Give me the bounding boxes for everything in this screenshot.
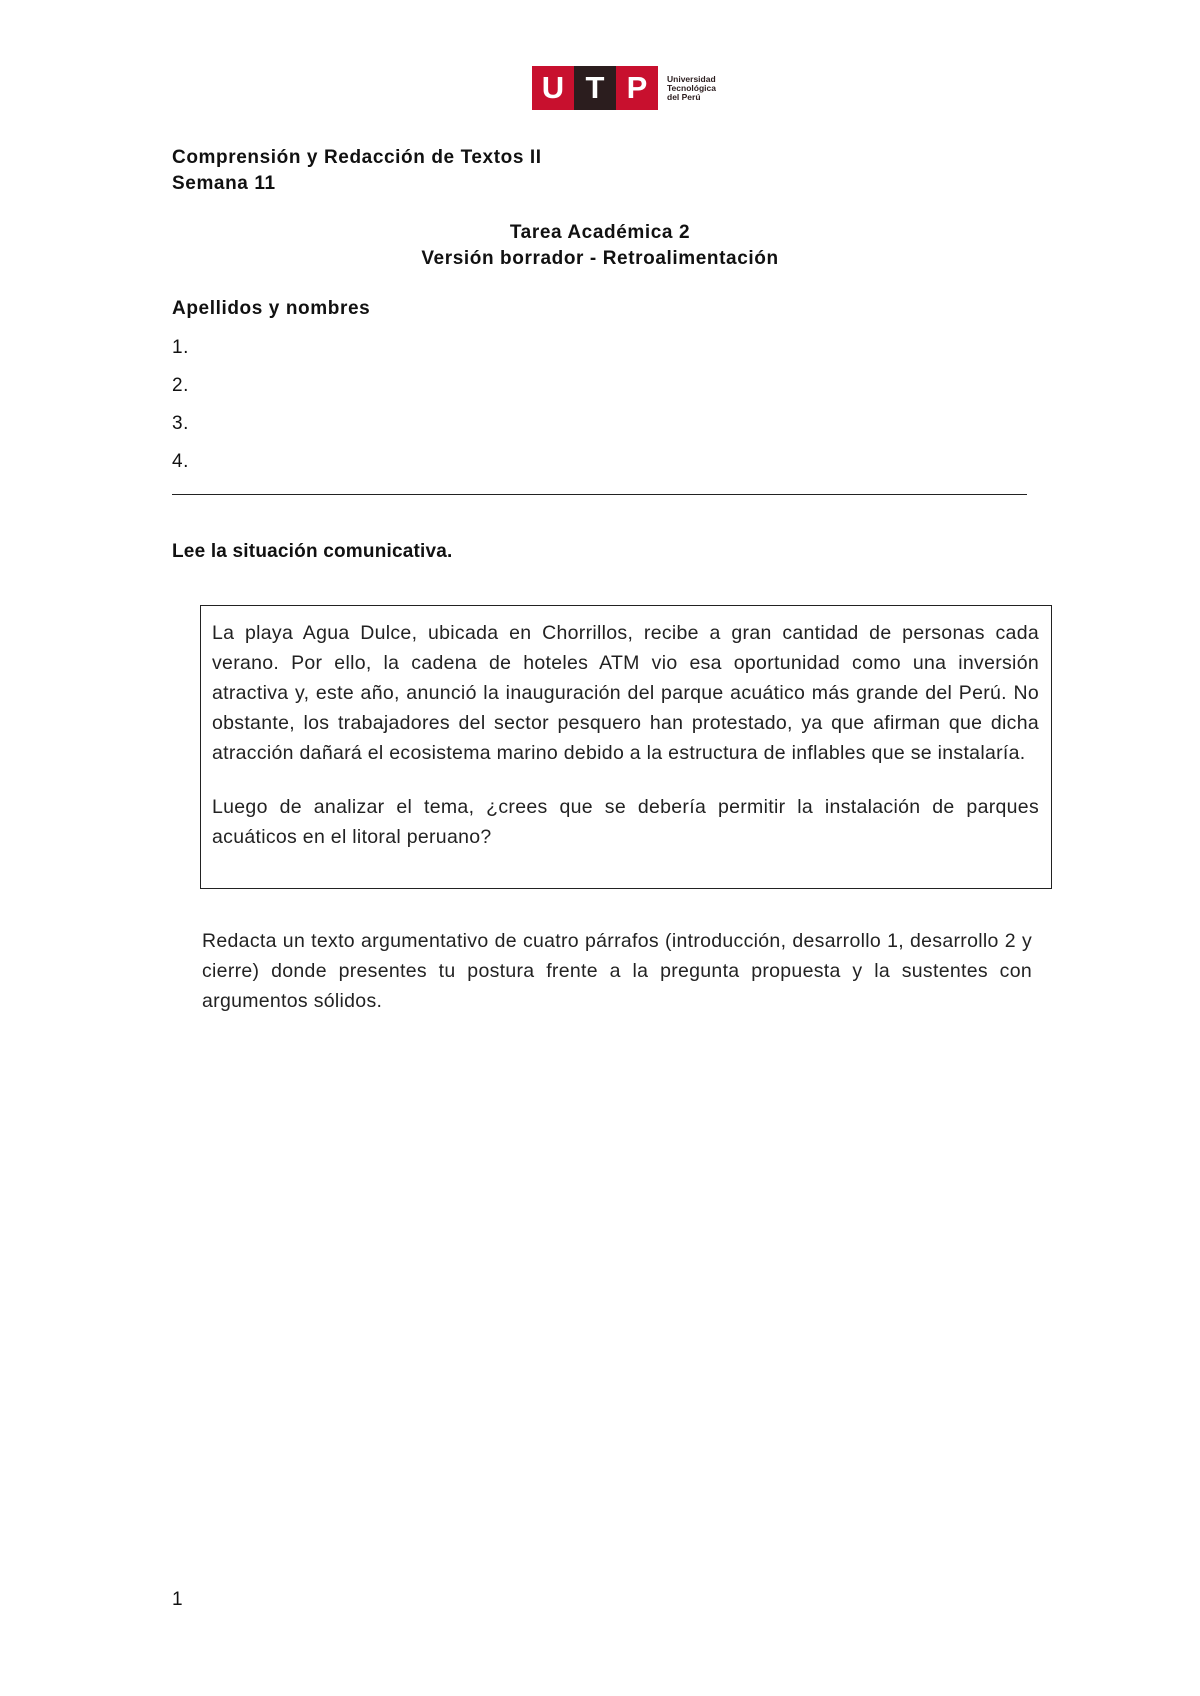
name-line-4: 4. — [172, 451, 190, 472]
instruction-heading: Lee la situación comunicativa. — [172, 541, 453, 562]
name-line-3: 3. — [172, 413, 190, 434]
name-line-1: 1. — [172, 337, 190, 358]
logo-university-name — [667, 75, 731, 102]
course-title: Comprensión y Redacción de Textos II — [172, 147, 542, 168]
situation-paragraph-1: La playa Agua Dulce, ubicada en Chorrillos, recibe a gran cantidad de personas cada verano. Por ello, la cadena de hoteles ATM vio esa oportunidad como una inversión atractiva y, este año, anunció la inauguración del parque acuático más grande del Perú. No obstante, los trabajadores del sector pesquero han protestado, ya que afirman que dicha atracción dañará el ecosistema marino debido a la estructura de inflables que se instalaría. — [212, 622, 1039, 764]
situation-box — [200, 605, 1052, 889]
task-subtitle: Versión borrador - Retroalimentación — [421, 248, 779, 269]
course-header — [172, 145, 542, 197]
separator-line — [172, 494, 1027, 495]
logo-sub-line: Tecnológica — [667, 82, 716, 93]
logo-sub-line: del Perú — [667, 91, 701, 102]
names-heading: Apellidos y nombres — [172, 298, 371, 319]
week-label: Semana 11 — [172, 173, 276, 194]
writing-prompt: Redacta un texto argumentativo de cuatro párrafos (introducción, desarrollo 1, desarrollo 2 y cierre) donde presentes tu postura frente a la pregunta propuesta y la sustentes con argumentos sólidos. — [202, 930, 1032, 1012]
situation-question: Luego de analizar el tema, ¿crees que se debería permitir la instalación de parques acuáticos en el litoral peruano? — [212, 796, 1039, 848]
utp-logo — [532, 66, 731, 110]
logo-letter-u: U — [532, 66, 574, 110]
task-title: Tarea Académica 2 — [509, 222, 691, 243]
page-number: 1 — [172, 1589, 183, 1610]
utp-logo-letters — [532, 66, 658, 110]
name-line-2: 2. — [172, 375, 190, 396]
logo-letter-t: T — [574, 66, 616, 110]
logo-letter-p: P — [616, 66, 658, 110]
logo-sub-line: Universidad — [667, 73, 716, 84]
